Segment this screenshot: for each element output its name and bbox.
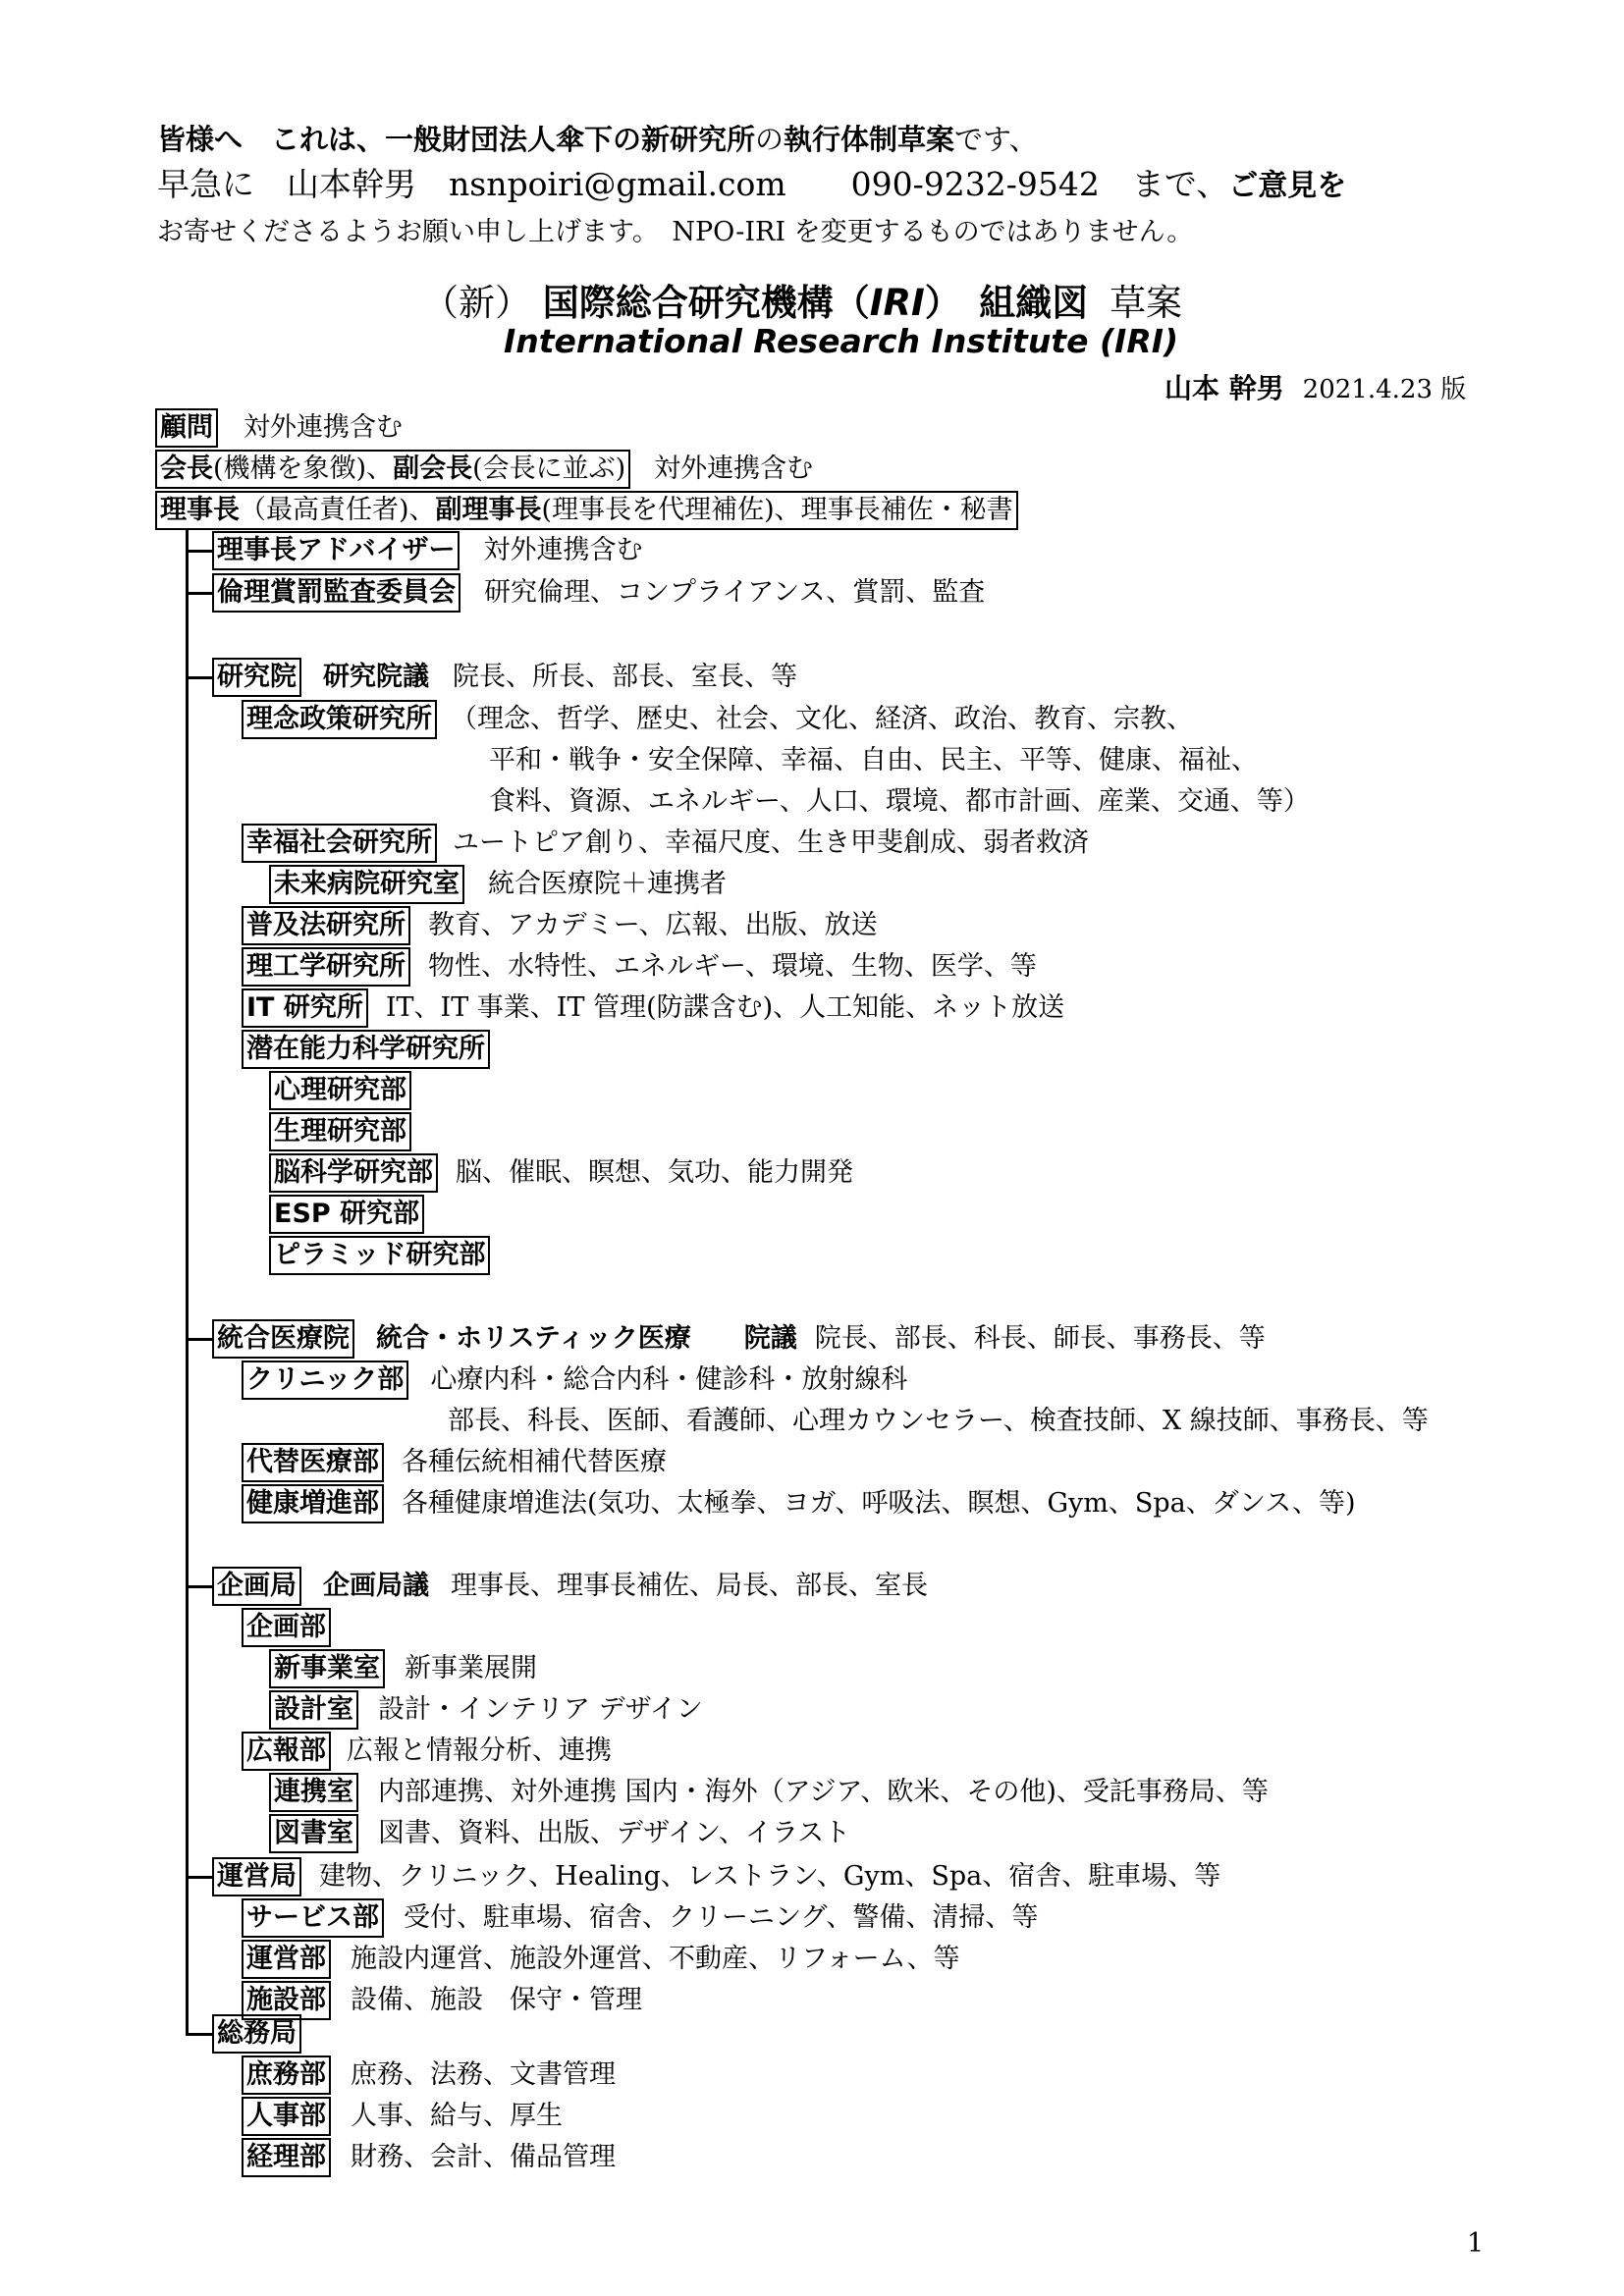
row-desc: 各種健康増進法(気功、太極拳、ヨガ、呼吸法、瞑想、Gym、Spa、ダンス、等) xyxy=(402,1488,1356,1519)
row-desc: 設計・インテリア デザイン xyxy=(378,1694,703,1725)
row-policy-lab-desc3: 食料、資源、エネルギー、人口、環境、都市計画、産業、交通、等） xyxy=(489,786,1310,817)
header-line-2 xyxy=(157,159,1346,205)
row-hr-dept xyxy=(242,2097,563,2136)
row-chairman xyxy=(155,491,1018,530)
branch-line xyxy=(186,1338,212,1341)
page-title xyxy=(422,273,1182,326)
box-label: ピラミッド研究部 xyxy=(269,1236,490,1275)
row-liaison-room xyxy=(269,1773,1269,1812)
row-desc: （理念、哲学、歴史、社会、文化、経済、政治、教育、宗教、 xyxy=(451,704,1193,734)
header-normal-a: の xyxy=(755,123,785,156)
box-advisor: 顧問 xyxy=(155,408,218,448)
row-engineering-lab xyxy=(242,947,1037,987)
row-inline: 企画局議 xyxy=(323,1571,429,1601)
title-iri: IRI xyxy=(869,282,925,324)
row-health-promotion xyxy=(242,1484,1356,1523)
box-label: 企画局 xyxy=(212,1567,301,1606)
row-desc: 理事長、理事長補佐、局長、部長、室長 xyxy=(451,1571,928,1601)
box-label: 人事部 xyxy=(242,2097,331,2136)
row-esp-dept xyxy=(269,1195,424,1234)
box-label: 普及法研究所 xyxy=(242,906,410,945)
box-label: 統合医療院 xyxy=(212,1319,354,1359)
row-desc: 心療内科・総合内科・健診科・放射線科 xyxy=(430,1364,908,1395)
box-label: 倫理賞罰監査委員会 xyxy=(212,573,460,613)
row-psychology-dept xyxy=(269,1071,411,1110)
row-admin-dept xyxy=(242,2056,616,2095)
header-bold-a: 皆様へ これは、一般財団法人傘下の新研究所 xyxy=(157,123,756,156)
box-president xyxy=(155,450,630,489)
chairman-note: （最高責任者)、 xyxy=(240,495,436,525)
tree-trunk-line xyxy=(186,530,189,2034)
row-research-institute xyxy=(212,658,797,697)
header-line-1 xyxy=(157,118,1038,158)
title-prefix: （新） xyxy=(422,282,531,324)
row-potential-lab xyxy=(242,1030,490,1069)
row-facilities-dept xyxy=(242,1981,642,2020)
row-desc: 建物、クリニック、Healing、レストラン、Gym、Spa、宿舎、駐車場、等 xyxy=(319,1861,1221,1892)
row-advisor xyxy=(155,408,403,448)
author-name: 山本 幹男 xyxy=(1164,372,1284,404)
row-desc: 対外連携含む xyxy=(483,535,643,565)
row-new-business xyxy=(269,1649,537,1688)
row-desc: 院長、部長、科長、師長、事務長、等 xyxy=(814,1323,1266,1354)
row-outreach-lab xyxy=(242,906,878,945)
row-desc: 脳、催眠、瞑想、気功、能力開発 xyxy=(456,1157,853,1188)
vice-chairman-label: 副理事長 xyxy=(435,495,542,525)
box-label: 理事長アドバイザー xyxy=(212,531,460,570)
page-number: 1 xyxy=(1467,2228,1485,2259)
header-bold-b: 執行体制草案 xyxy=(784,123,955,156)
box-chairman xyxy=(155,491,1018,530)
row-it-lab xyxy=(242,988,1064,1028)
row-physiology-dept xyxy=(269,1112,411,1151)
vice-president-label: 副会長 xyxy=(393,454,473,484)
box-label: 心理研究部 xyxy=(269,1071,411,1110)
title-main: 国際総合研究機構（ xyxy=(542,282,870,324)
row-service-dept xyxy=(242,1898,1038,1938)
box-label: 新事業室 xyxy=(269,1649,385,1688)
row-president xyxy=(155,450,813,489)
president-note: (機構を象徴)、 xyxy=(213,454,394,484)
row-desc: 受付、駐車場、宿舎、クリーニング、警備、清掃、等 xyxy=(404,1902,1039,1933)
box-label: クリニック部 xyxy=(242,1361,408,1400)
box-label: 運営局 xyxy=(212,1857,301,1896)
header-contact: 早急に 山本幹男 nsnpoiri@gmail.com 090-9232-9542 まで、 xyxy=(157,165,1229,203)
title-english: International Research Institute (IRI) xyxy=(504,322,1179,360)
row-accounting-dept xyxy=(242,2138,616,2177)
row-desc: 各種伝統相補代替医療 xyxy=(402,1447,667,1477)
box-label: 設計室 xyxy=(269,1690,358,1730)
box-label: 脳科学研究部 xyxy=(269,1153,438,1193)
row-desc: 施設内運営、施設外運営、不動産、リフォーム、等 xyxy=(351,1944,960,1974)
branch-line xyxy=(186,1585,212,1588)
row-design-room xyxy=(269,1690,703,1730)
box-label: 幸福社会研究所 xyxy=(242,824,437,863)
row-ethics-committee xyxy=(212,573,985,613)
box-label: 研究院 xyxy=(212,658,301,697)
box-label: 図書室 xyxy=(269,1814,358,1853)
header-request: ご意見を xyxy=(1228,169,1347,203)
box-label: 健康増進部 xyxy=(242,1484,384,1523)
row-inline: 研究院議 xyxy=(323,662,429,692)
row-policy-lab xyxy=(242,700,1193,739)
row-clinic-dept xyxy=(242,1361,907,1400)
vice-chairman-note: (理事長を代理補佐)、理事長補佐・秘書 xyxy=(541,495,1013,525)
header-line-3: お寄せくださるようお願い申し上げます。 NPO-IRI を変更するものではありません。 xyxy=(157,217,1194,247)
row-alternative-medicine xyxy=(242,1443,667,1482)
box-label: 運営部 xyxy=(242,1940,331,1979)
row-desc: 研究倫理、コンプライアンス、賞罰、監査 xyxy=(484,577,986,608)
box-label: IT 研究所 xyxy=(242,988,368,1028)
row-desc: IT、IT 事業、IT 管理(防諜含む)、人工知能、ネット放送 xyxy=(385,992,1065,1023)
row-general-affairs-bureau xyxy=(212,2014,301,2054)
branch-line xyxy=(186,676,212,679)
box-label: 未来病院研究室 xyxy=(269,865,464,904)
box-label: 企画部 xyxy=(242,1608,331,1647)
row-future-hospital xyxy=(269,865,727,904)
row-desc: 統合医療院＋連携者 xyxy=(488,869,727,899)
row-desc: 教育、アカデミー、広報、出版、放送 xyxy=(428,910,878,940)
row-desc: 内部連携、対外連携 国内・海外（アジア、欧米、その他)、受託事務局、等 xyxy=(378,1777,1269,1807)
row-integrated-medicine xyxy=(212,1319,1266,1359)
chairman-label: 理事長 xyxy=(160,495,240,525)
row-desc: 物性、水特性、エネルギー、環境、生物、医学、等 xyxy=(428,951,1037,982)
box-label: ESP 研究部 xyxy=(269,1195,424,1234)
branch-line xyxy=(186,2033,212,2036)
row-inline: 統合・ホリスティック医療 院議 xyxy=(376,1323,797,1354)
author-line xyxy=(1164,367,1466,406)
version-date: 2021.4.23 版 xyxy=(1302,375,1467,404)
row-clinic-desc2: 部長、科長、医師、看護師、心理カウンセラー、検査技師、X 線技師、事務長、等 xyxy=(448,1406,1429,1436)
box-label: 生理研究部 xyxy=(269,1112,411,1151)
row-desc: 新事業展開 xyxy=(405,1653,537,1683)
box-label: 広報部 xyxy=(242,1732,331,1771)
box-label: 総務局 xyxy=(212,2014,301,2054)
box-label: 潜在能力科学研究所 xyxy=(242,1030,490,1069)
box-label: 施設部 xyxy=(242,1981,331,2020)
row-desc: 人事、給与、厚生 xyxy=(351,2101,563,2131)
box-label: 経理部 xyxy=(242,2138,331,2177)
row-desc: 広報と情報分析、連携 xyxy=(347,1735,612,1766)
title-suffix: 草案 xyxy=(1110,282,1183,324)
president-label: 会長 xyxy=(160,454,213,484)
row-desc: ユートピア創り、幸福尺度、生き甲斐創成、弱者救済 xyxy=(453,828,1089,858)
row-planning-dept xyxy=(242,1608,331,1647)
row-desc: 財務、会計、備品管理 xyxy=(351,2142,616,2172)
row-chairman-advisor xyxy=(212,531,642,570)
row-management-dept xyxy=(242,1940,959,1979)
row-desc: 設備、施設 保守・管理 xyxy=(351,1985,642,2015)
row-desc: 院長、所長、部長、室長、等 xyxy=(453,662,797,692)
row-planning-bureau xyxy=(212,1567,928,1606)
box-label: 理念政策研究所 xyxy=(242,700,437,739)
row-pyramid-dept xyxy=(269,1236,490,1275)
row-desc: 庶務、法務、文書管理 xyxy=(351,2059,616,2090)
title-close: ） 組織図 xyxy=(924,282,1089,324)
row-brain-dept xyxy=(269,1153,853,1193)
branch-line xyxy=(186,1876,212,1879)
row-happiness-lab xyxy=(242,824,1089,863)
row-desc: 図書、資料、出版、デザイン、イラスト xyxy=(378,1818,851,1848)
box-label: 連携室 xyxy=(269,1773,358,1812)
branch-line xyxy=(186,550,212,553)
row-operations-bureau xyxy=(212,1857,1220,1896)
box-label: 理工学研究所 xyxy=(242,947,410,987)
branch-line xyxy=(186,592,212,595)
row-policy-lab-desc2: 平和・戦争・安全保障、幸福、自由、民主、平等、健康、福祉、 xyxy=(489,745,1258,775)
header-normal-b: です、 xyxy=(954,123,1038,156)
row-library xyxy=(269,1814,850,1853)
desc-president: 対外連携含む xyxy=(654,454,814,484)
box-label: 代替医療部 xyxy=(242,1443,384,1482)
box-label: サービス部 xyxy=(242,1898,384,1938)
row-pr-dept xyxy=(242,1732,612,1771)
desc-advisor: 対外連携含む xyxy=(244,412,403,443)
vice-president-note: (会長に並ぶ) xyxy=(472,454,626,484)
box-label: 庶務部 xyxy=(242,2056,331,2095)
